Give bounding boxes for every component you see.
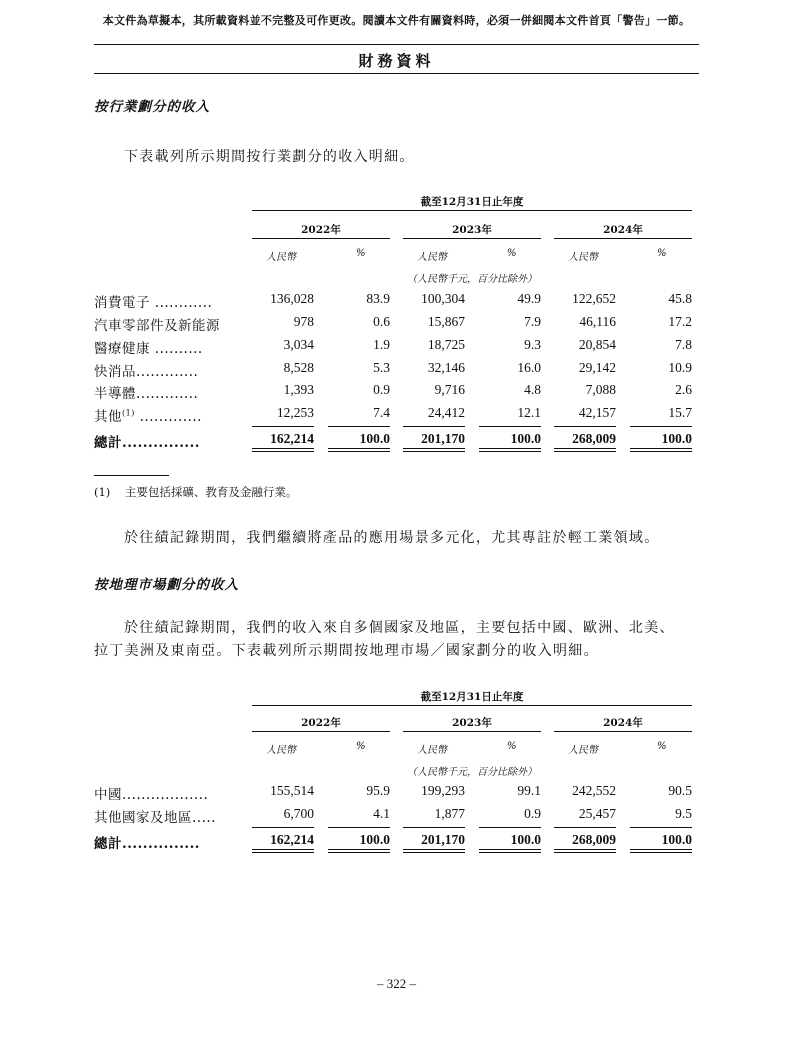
year-2024: 2024年 [603, 224, 643, 236]
industry-table [94, 190, 694, 460]
total-cell: 201,170 [421, 431, 465, 446]
table-cell: 25,457 [578, 806, 616, 821]
table-cell: 1.9 [373, 337, 390, 352]
currency-label: 人民幣 [568, 745, 598, 756]
table-cell: 9,716 [434, 382, 465, 397]
year-rule [554, 238, 692, 239]
year-rule [554, 731, 692, 732]
percent-label: % [356, 741, 366, 752]
percent-label: % [356, 248, 366, 259]
total-double-rule [403, 849, 465, 853]
table-cell: 12,253 [276, 405, 314, 420]
total-top-rule [630, 426, 692, 427]
total-double-rule [328, 448, 390, 452]
year-rule [403, 238, 541, 239]
percent-label: % [657, 248, 667, 259]
total-label: 總計............... [94, 836, 200, 852]
table-cell: 242,552 [572, 783, 616, 798]
table-cell: 42,157 [578, 405, 616, 420]
total-double-rule [554, 448, 616, 452]
table-cell: 7.4 [373, 405, 390, 420]
industry-intro: 下表載列所示期間按行業劃分的收入明細。 [124, 149, 415, 165]
section-title: 財務資料 [358, 52, 435, 70]
year-2023: 2023年 [452, 224, 492, 236]
year-rule [252, 731, 390, 732]
total-cell: 100.0 [661, 832, 692, 847]
table-cell: 4.1 [373, 806, 390, 821]
total-cell: 201,170 [421, 832, 465, 847]
total-top-rule [328, 426, 390, 427]
total-top-rule [554, 426, 616, 427]
total-cell: 268,009 [572, 832, 616, 847]
table-cell: 32,146 [427, 360, 465, 375]
table-cell: 18,725 [427, 337, 465, 352]
table-cell: 7,088 [585, 382, 616, 397]
period-rule [252, 210, 692, 211]
table-cell: 155,514 [270, 783, 314, 798]
period-header: 截至12月31日止年度 [420, 691, 524, 703]
total-cell: 100.0 [359, 431, 390, 446]
total-double-rule [630, 849, 692, 853]
table-cell: 95.9 [366, 783, 390, 798]
percent-label: % [507, 741, 517, 752]
total-cell: 100.0 [510, 431, 541, 446]
total-double-rule [328, 849, 390, 853]
table-cell: 16.0 [517, 360, 541, 375]
total-double-rule [403, 448, 465, 452]
total-cell: 162,214 [270, 431, 314, 446]
table-cell: 1,393 [283, 382, 314, 397]
table-cell: 7.8 [675, 337, 692, 352]
table-row-label: 其他$^{(1)}$ ............. [94, 408, 202, 425]
table-cell: 12.1 [517, 405, 541, 420]
industry-heading: 按行業劃分的收入 [94, 99, 210, 115]
table-cell: 45.8 [668, 291, 692, 306]
geography-intro-line1: 於往績記錄期間，我們的收入來自多個國家及地區，主要包括中國、歐洲、北美、 [124, 620, 675, 636]
header-rule [94, 44, 699, 45]
total-cell: 100.0 [661, 431, 692, 446]
footnote-rule [94, 475, 169, 476]
table-row-label: 其他國家及地區..... [94, 810, 216, 826]
table-cell: 20,854 [578, 337, 616, 352]
total-double-rule [479, 849, 541, 853]
total-top-rule [328, 827, 390, 828]
table-cell: 15.7 [668, 405, 692, 420]
table-cell: 15,867 [427, 314, 465, 329]
table-row-label: 醫療健康 .......... [94, 341, 203, 357]
total-top-rule [403, 827, 465, 828]
table-cell: 1,877 [434, 806, 465, 821]
table-cell: 4.8 [524, 382, 541, 397]
total-top-rule [403, 426, 465, 427]
table-cell: 10.9 [668, 360, 692, 375]
currency-label: 人民幣 [417, 745, 447, 756]
year-2023: 2023年 [452, 717, 492, 729]
draft-warning: 本文件為草擬本，其所載資料並不完整及可作更改。閱讀本文件有關資料時，必須一併細閱本文件首頁「警告」一節。 [102, 14, 691, 27]
total-top-rule [554, 827, 616, 828]
table-cell: 17.2 [668, 314, 692, 329]
table-cell: 0.9 [524, 806, 541, 821]
total-cell: 100.0 [359, 832, 390, 847]
total-top-rule [479, 426, 541, 427]
geography-table [94, 685, 694, 860]
total-top-rule [252, 426, 314, 427]
table-cell: 3,034 [283, 337, 314, 352]
table-cell: 6,700 [283, 806, 314, 821]
table-cell: 0.6 [373, 314, 390, 329]
percent-label: % [507, 248, 517, 259]
total-double-rule [630, 448, 692, 452]
table-cell: 978 [293, 314, 314, 329]
total-top-rule [630, 827, 692, 828]
table-row-label: 中國.................. [94, 787, 209, 803]
table-cell: 9.5 [675, 806, 692, 821]
industry-conclusion: 於往績記錄期間，我們繼續將產品的應用場景多元化，尤其專註於輕工業領域。 [124, 530, 660, 546]
total-cell: 162,214 [270, 832, 314, 847]
total-top-rule [252, 827, 314, 828]
table-cell: 29,142 [578, 360, 616, 375]
geography-intro-line2: 拉丁美洲及東南亞。下表載列所示期間按地理市場／國家劃分的收入明細。 [94, 643, 599, 659]
total-double-rule [479, 448, 541, 452]
unit-note: （人民幣千元，百分比除外） [407, 274, 537, 285]
percent-label: % [657, 741, 667, 752]
total-double-rule [554, 849, 616, 853]
currency-label: 人民幣 [266, 745, 296, 756]
table-cell: 0.9 [373, 382, 390, 397]
year-2024: 2024年 [603, 717, 643, 729]
total-cell: 100.0 [510, 832, 541, 847]
year-rule [403, 731, 541, 732]
table-cell: 5.3 [373, 360, 390, 375]
period-header: 截至12月31日止年度 [420, 196, 524, 208]
table-cell: 100,304 [421, 291, 465, 306]
table-cell: 24,412 [427, 405, 465, 420]
total-double-rule [252, 448, 314, 452]
currency-label: 人民幣 [568, 252, 598, 263]
section-rule [94, 73, 699, 74]
table-cell: 99.1 [517, 783, 541, 798]
table-cell: 49.9 [517, 291, 541, 306]
total-cell: 268,009 [572, 431, 616, 446]
table-cell: 2.6 [675, 382, 692, 397]
year-2022: 2022年 [301, 224, 341, 236]
currency-label: 人民幣 [417, 252, 447, 263]
footnote: (1) 主要包括採礦、教育及金融行業。 [94, 485, 298, 499]
table-cell: 122,652 [572, 291, 616, 306]
currency-label: 人民幣 [266, 252, 296, 263]
table-cell: 199,293 [421, 783, 465, 798]
total-label: 總計............... [94, 435, 200, 451]
year-2022: 2022年 [301, 717, 341, 729]
page-number: – 322 – [377, 976, 416, 991]
table-cell: 7.9 [524, 314, 541, 329]
table-cell: 8,528 [283, 360, 314, 375]
table-row-label: 汽車零部件及新能源 [94, 318, 220, 334]
table-row-label: 半導體............. [94, 386, 199, 402]
table-cell: 136,028 [270, 291, 314, 306]
total-double-rule [252, 849, 314, 853]
table-row-label: 消費電子 ............ [94, 295, 213, 311]
unit-note: （人民幣千元，百分比除外） [407, 767, 537, 778]
table-cell: 46,116 [579, 314, 616, 329]
table-row-label: 快消品............. [94, 364, 199, 380]
year-rule [252, 238, 390, 239]
period-rule [252, 705, 692, 706]
table-cell: 90.5 [668, 783, 692, 798]
total-top-rule [479, 827, 541, 828]
table-cell: 9.3 [524, 337, 541, 352]
geography-heading: 按地理市場劃分的收入 [94, 577, 239, 593]
table-cell: 83.9 [366, 291, 390, 306]
